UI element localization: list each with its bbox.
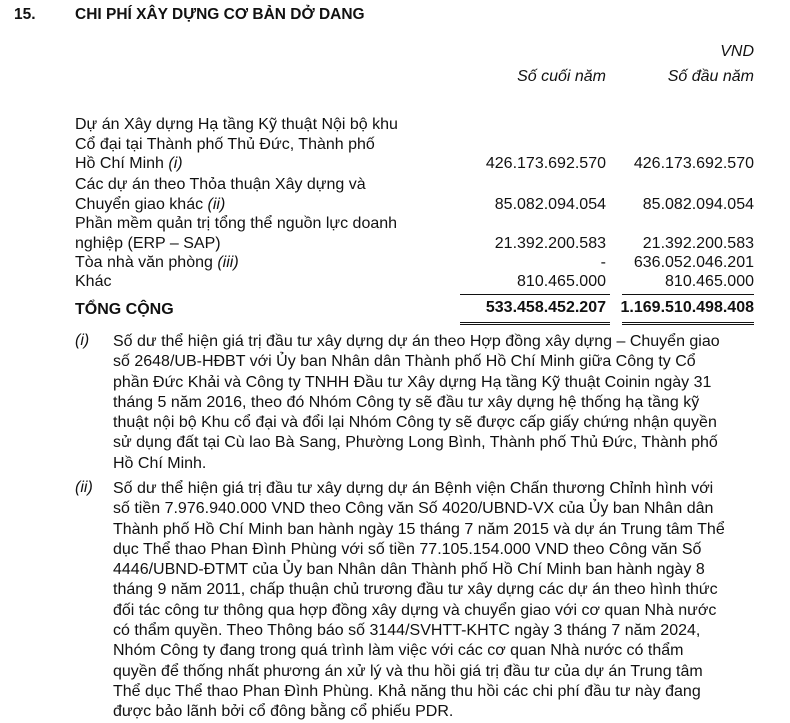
note-marker: (i) [75, 332, 90, 349]
table-cell-end-of-year: 426.173.692.570 [485, 155, 606, 172]
table-cell-beginning-of-year: 426.173.692.570 [633, 155, 754, 172]
total-label: TỔNG CỘNG [75, 301, 174, 318]
table-row-description: Tòa nhà văn phòng (iii) [75, 254, 239, 271]
subtotal-rule-begin [622, 294, 754, 295]
note-reference: (i) [168, 155, 183, 172]
total-double-rule-end [460, 322, 610, 325]
subtotal-rule-end [460, 294, 610, 295]
table-cell-beginning-of-year: 810.465.000 [665, 273, 754, 290]
note-paragraph: Số dư thể hiện giá trị đầu tư xây dựng dự án theo Hợp đồng xây dựng – Chuyển giao số 2648/UB-HĐBT với Ủy ban Nhân dân Thành phố Hồ Chí Minh giữa Công ty Cổ phần Đức Khải và Công ty TNHH Đầu tư Xây dựng Hạ tầng Kỹ thuật Coinin ngày 31 tháng 5 năm 2016, theo đó Nhóm Công ty sẽ đầu tư xây dựng hệ thống hạ tầng kỹ thuật nội bộ Khu cổ đại và đổi lại Nhóm Công ty sẽ được cấp giấy chứng nhận quyền sử dụng đất tại Cù lao Bà Sang, Phường Long Bình, Thành phố Thủ Đức, Thành phố Hồ Chí Minh. [113, 333, 720, 472]
table-row-description: Dự án Xây dựng Hạ tầng Kỹ thuật Nội bộ khu Cổ đại tại Thành phố Thủ Đức, Thành phố Hồ Chí Minh (i) [75, 116, 398, 172]
table-cell-end-of-year: 21.392.200.583 [494, 234, 606, 252]
column-header-beginning-of-year: Số đầu năm [667, 68, 754, 85]
note-paragraph: Số dư thể hiện giá trị đầu tư xây dựng dự án Bệnh viện Chấn thương Chỉnh hình với số tiền 7.976.940.000 VND theo Công văn Số 4020/UBND-VX của Ủy ban Nhân dân Thành phố Hồ Chí Minh ban hành ngày 15 tháng 7 năm 2015 và dự án Trung tâm Thể dục Thể thao Phan Đình Phùng với số tiền 77.105.154.000 VND theo Công văn Số 4446/UBND-ĐTMT của Ủy ban Nhân dân Thành phố Hồ Chí Minh ban hành ngày 8 tháng 9 năm 2011, chấp thuận chủ trương đầu tư xây dựng các dự án theo hình thức đối tác công tư thông qua hợp đồng xây dựng và chuyển giao với cơ quan Nhà nước có thẩm quyền. Theo Thông báo số 3144/SVHTT-KHTC ngày 3 tháng 7 năm 2024, Nhóm Công ty đang trong quá trình làm việc với các cơ quan Nhà nước có thẩm quyền để thống nhất phương án xử lý và thu hồi giá trị đầu tư của dự án Trung tâm Thể dục Thể thao Phan Đình Phùng. Khả năng thu hồi các chi phí đầu tư này đang được bảo lãnh bởi cổ đông bằng cổ phiếu PDR. [113, 480, 725, 721]
currency-label: VND [720, 43, 754, 60]
table-row-description: Phần mềm quản trị tổng thể nguồn lực doanh nghiệp (ERP – SAP) [75, 215, 398, 252]
note-reference: (iii) [217, 254, 239, 271]
table-cell-end-of-year: 85.082.094.054 [494, 195, 606, 213]
table-cell-end-of-year: - [600, 254, 606, 271]
table-row-description: Khác [75, 273, 112, 290]
table-cell-beginning-of-year: 21.392.200.583 [642, 234, 754, 252]
total-end-of-year: 533.458.452.207 [485, 299, 606, 316]
section-number: 15. [14, 6, 36, 23]
section-title: CHI PHÍ XÂY DỰNG CƠ BẢN DỞ DANG [75, 6, 365, 23]
column-header-end-of-year: Số cuối năm [517, 68, 606, 85]
total-double-rule-begin [622, 322, 754, 325]
table-cell-beginning-of-year: 636.052.046.201 [633, 254, 754, 271]
table-row-description: Các dự án theo Thỏa thuận Xây dựng và Chuyển giao khác (ii) [75, 176, 366, 213]
note-marker: (ii) [75, 479, 93, 496]
note-reference: (ii) [207, 195, 226, 213]
table-cell-end-of-year: 810.465.000 [517, 273, 606, 290]
total-beginning-of-year: 1.169.510.498.408 [620, 299, 754, 316]
table-cell-beginning-of-year: 85.082.094.054 [642, 195, 754, 213]
